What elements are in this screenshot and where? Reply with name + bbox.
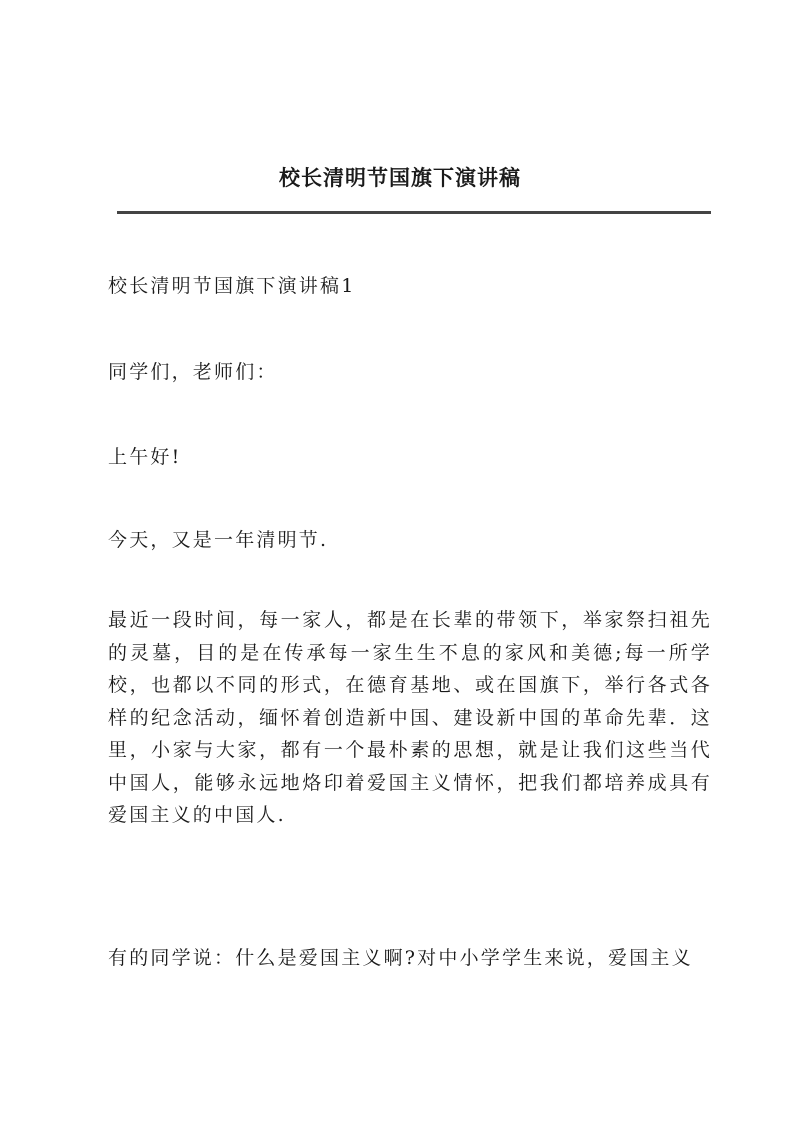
document-title: 校长清明节国旗下演讲稿 <box>279 165 521 190</box>
greeting-paragraph: 同学们，老师们： <box>108 361 278 383</box>
patriotism-paragraph: 有的同学说：什么是爱国主义啊?对中小学学生来说，爱国主义 <box>108 947 693 969</box>
body-paragraph: 最近一段时间，每一家人，都是在长辈的带领下，举家祭扫祖先的灵墓，目的是在传承每一家生生不息的家风和美德;每一所学校，也都以不同的形式，在德育基地、或在国旗下，举行各式各样的纪念活动，缅怀着创造新中国、建设新中国的革命先辈．这里，小家与大家，都有一个最朴素的思想，就是让我们这些当代中国人，能够永远地烙印着爱国主义情怀，把我们都培养成具有爱国主义的中国人. <box>108 609 712 826</box>
good-morning-paragraph: 上午好! <box>108 446 182 468</box>
speech-heading: 校长清明节国旗下演讲稿1 <box>108 275 356 297</box>
today-paragraph: 今天，又是一年清明节. <box>108 529 329 551</box>
title-divider <box>117 211 711 214</box>
